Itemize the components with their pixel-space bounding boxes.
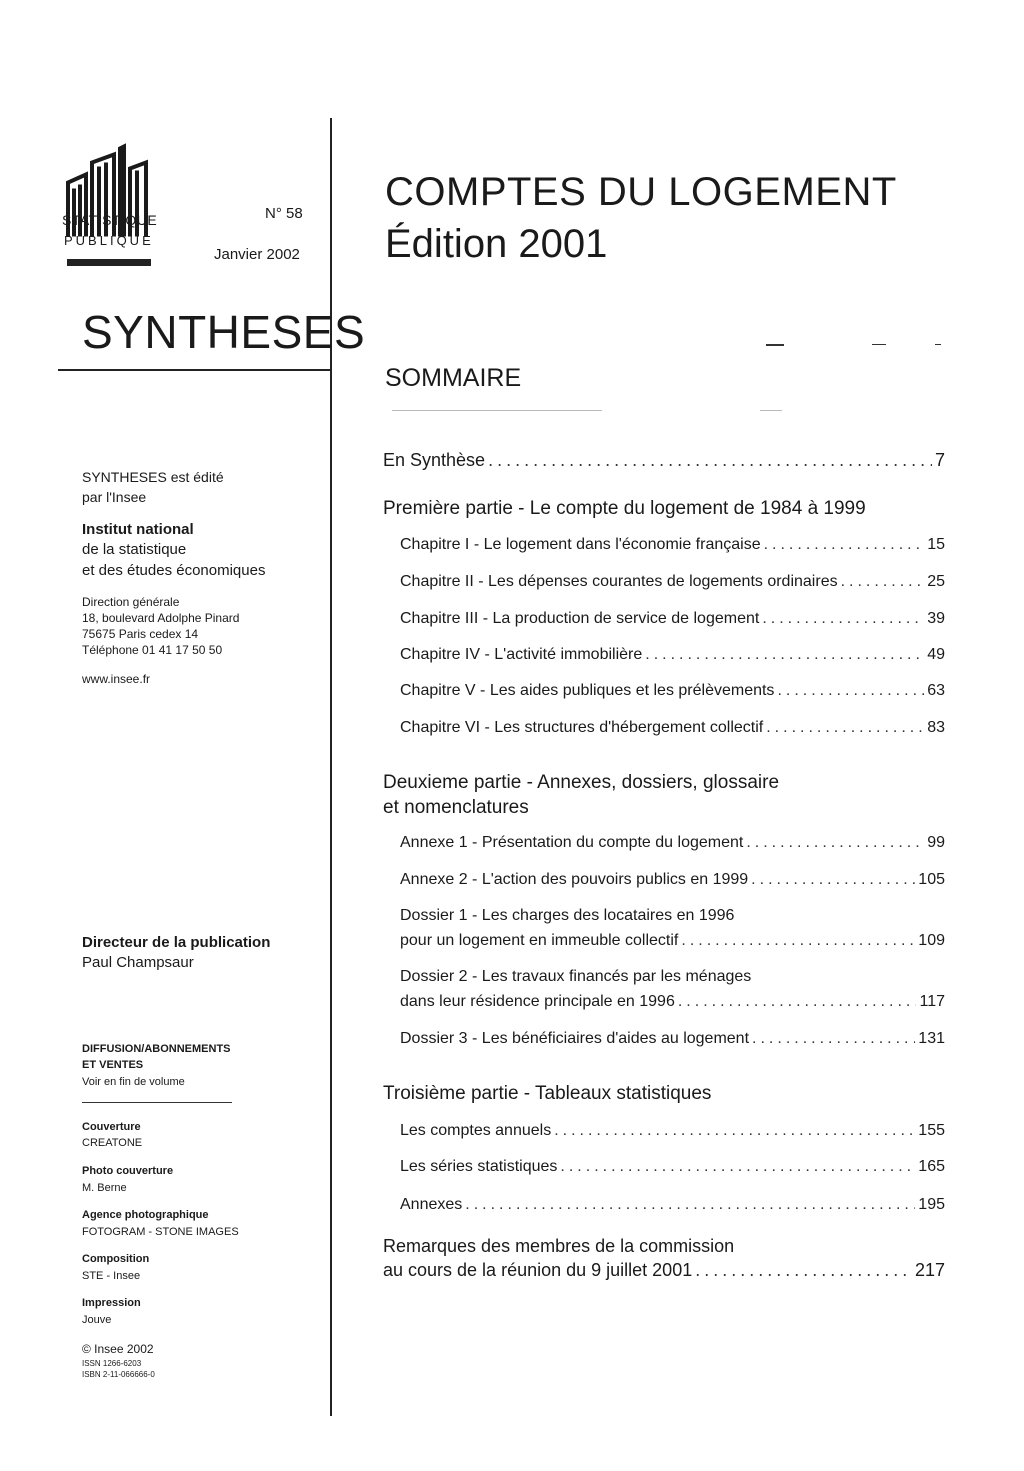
- toc-entry-label: Chapitre V - Les aides publiques et les prélèvements: [400, 682, 775, 699]
- toc-leader-dots: [746, 834, 924, 852]
- toc-part2-title-line2: et nomenclatures: [383, 797, 529, 818]
- toc-leader-dots: [752, 1030, 915, 1048]
- isbn: ISBN 2-11-066666-0: [82, 1370, 155, 1379]
- toc-page-number: 25: [927, 573, 945, 590]
- toc-leader-dots: [766, 719, 924, 737]
- toc-entry-label: Chapitre IV - L'activité immobilière: [400, 646, 643, 663]
- toc-entry-label: Chapitre II - Les dépenses courantes de logements ordinaires: [400, 573, 838, 590]
- toc-entry-label: Chapitre VI - Les structures d'hébergement collectif: [400, 719, 764, 736]
- toc-entry-chapter-2[interactable]: [400, 573, 945, 591]
- logo-underline-bar: [67, 259, 151, 266]
- toc-leader-dots: [488, 450, 932, 471]
- address-line3: 75675 Paris cedex 14: [82, 627, 199, 641]
- toc-entry-label: au cours de la réunion du 9 juillet 2001: [383, 1260, 693, 1280]
- toc-page-number: 117: [919, 993, 945, 1010]
- series-name: SYNTHESES: [82, 306, 366, 358]
- diffusion-note: Voir en fin de volume: [82, 1076, 185, 1088]
- toc-leader-dots: [681, 932, 915, 950]
- printing-value: Jouve: [82, 1314, 112, 1326]
- toc-leader-dots: [554, 1122, 915, 1140]
- photo-value: M. Berne: [82, 1182, 127, 1194]
- horizontal-divider: [58, 369, 331, 371]
- director-name: Paul Champsaur: [82, 954, 194, 971]
- toc-page-number: 7: [934, 450, 945, 470]
- composition-value: STE - Insee: [82, 1270, 141, 1282]
- decorative-dash: [872, 344, 886, 345]
- toc-heading: SOMMAIRE: [385, 364, 522, 392]
- logo-text-publique: PUBLIQUE: [64, 233, 154, 248]
- diffusion-line1: DIFFUSION/ABONNEMENTS: [82, 1043, 231, 1055]
- address-line4: Téléphone 01 41 17 50 50: [82, 643, 223, 657]
- toc-page-number: 155: [918, 1122, 945, 1139]
- sidebar-separator: [82, 1102, 232, 1103]
- toc-entry-label: Chapitre III - La production de service de logement: [400, 610, 760, 627]
- toc-page-number: 195: [918, 1196, 945, 1213]
- toc-entry-label: dans leur résidence principale en 1996: [400, 993, 675, 1010]
- toc-entry-chapter-5[interactable]: [400, 682, 945, 700]
- address-line2: 18, boulevard Adolphe Pinard: [82, 611, 240, 625]
- toc-leader-dots: [678, 993, 917, 1011]
- toc-page-number: 83: [927, 719, 945, 736]
- toc-page-number: 105: [918, 871, 945, 888]
- copyright: © Insee 2002: [82, 1342, 154, 1356]
- toc-entry-comptes-annuels[interactable]: [400, 1122, 945, 1140]
- toc-entry-synthese[interactable]: [383, 450, 945, 471]
- issn-1: ISSN 1266-6203: [82, 1359, 142, 1368]
- toc-entry-annexe-2[interactable]: [400, 871, 945, 889]
- toc-entry-chapter-3[interactable]: [400, 610, 945, 628]
- toc-entry-label: Les séries statistiques: [400, 1158, 558, 1175]
- agency-label: Agence photographique: [82, 1209, 209, 1221]
- issue-date: Janvier 2002: [214, 246, 300, 263]
- decorative-dash: [935, 344, 941, 345]
- decorative-rule: [392, 410, 602, 411]
- institute-line1: Institut national: [82, 521, 194, 538]
- toc-page-number: 15: [927, 536, 945, 553]
- toc-page-number: 99: [927, 834, 945, 851]
- agency-value: FOTOGRAM - STONE IMAGES: [82, 1226, 239, 1238]
- issue-number: N° 58: [265, 205, 303, 222]
- logo-text-statistique: STATISTIQUE: [62, 212, 158, 228]
- toc-entry-dossier-1[interactable]: [400, 932, 945, 950]
- toc-page-number: 63: [927, 682, 945, 699]
- cover-value: CREATONE: [82, 1137, 143, 1149]
- toc-entry-chapter-6[interactable]: [400, 719, 945, 737]
- toc-entry-label: pour un logement en immeuble collectif: [400, 932, 679, 949]
- toc-leader-dots: [777, 682, 924, 700]
- toc-part1-title: Première partie - Le compte du logement de 1984 à 1999: [383, 498, 866, 519]
- institute-line3: et des études économiques: [82, 562, 266, 579]
- toc-page-number: 165: [918, 1158, 945, 1175]
- toc-page-number: 109: [918, 932, 945, 949]
- toc-page-number: 131: [918, 1030, 945, 1047]
- toc-entry-chapter-1[interactable]: [400, 536, 945, 554]
- toc-entry-annexes[interactable]: [400, 1196, 945, 1214]
- toc-entry-label: Annexes: [400, 1196, 463, 1213]
- director-label: Directeur de la publication: [82, 934, 271, 951]
- toc-entry-label: Dossier 3 - Les bénéficiaires d'aides au logement: [400, 1030, 750, 1047]
- publisher-line2: par l'Insee: [82, 489, 147, 505]
- composition-label: Composition: [82, 1253, 150, 1265]
- toc-part3-title: Troisième partie - Tableaux statistiques: [383, 1083, 712, 1104]
- photo-label: Photo couverture: [82, 1165, 174, 1177]
- toc-leader-dots: [841, 573, 925, 591]
- website-link[interactable]: www.insee.fr: [82, 672, 151, 686]
- toc-entry-label: Chapitre I - Le logement dans l'économie française: [400, 536, 761, 553]
- toc-leader-dots: [695, 1260, 912, 1281]
- toc-entry-series-statistiques[interactable]: [400, 1158, 945, 1176]
- toc-remarks-line1: Remarques des membres de la commission: [383, 1236, 735, 1256]
- printing-label: Impression: [82, 1297, 141, 1309]
- decorative-dash: [766, 344, 784, 346]
- toc-entry-remarks[interactable]: [383, 1260, 945, 1281]
- page-subtitle: Édition 2001: [385, 222, 608, 266]
- toc-entry-annexe-1[interactable]: [400, 834, 945, 852]
- toc-leader-dots: [751, 871, 915, 889]
- toc-entry-label: Les comptes annuels: [400, 1122, 552, 1139]
- decorative-rule: [760, 410, 782, 411]
- toc-page-number: 49: [927, 646, 945, 663]
- toc-leader-dots: [465, 1196, 915, 1214]
- address-line1: Direction générale: [82, 595, 180, 609]
- institute-line2: de la statistique: [82, 541, 187, 558]
- cover-label: Couverture: [82, 1121, 141, 1133]
- toc-part2-title-line1: Deuxieme partie - Annexes, dossiers, glossaire: [383, 772, 780, 793]
- toc-leader-dots: [764, 536, 925, 554]
- toc-page-number: 39: [927, 610, 945, 627]
- toc-entry-label: Annexe 2 - L'action des pouvoirs publics en 1999: [400, 871, 749, 888]
- toc-page-number: 217: [914, 1260, 945, 1280]
- page-title: COMPTES DU LOGEMENT: [385, 170, 897, 214]
- toc-entry-dossier-2[interactable]: [400, 993, 945, 1011]
- publisher-line1: SYNTHESES est édité: [82, 469, 224, 485]
- toc-entry-label: En Synthèse: [383, 450, 486, 470]
- diffusion-line2: ET VENTES: [82, 1059, 144, 1071]
- toc-leader-dots: [560, 1158, 915, 1176]
- toc-dossier2-line1: Dossier 2 - Les travaux financés par les ménages: [400, 968, 752, 985]
- toc-dossier1-line1: Dossier 1 - Les charges des locataires en 1996: [400, 907, 735, 924]
- toc-leader-dots: [762, 610, 924, 628]
- toc-entry-label: Annexe 1 - Présentation du compte du logement: [400, 834, 744, 851]
- toc-entry-dossier-3[interactable]: [400, 1030, 945, 1048]
- toc-leader-dots: [645, 646, 924, 664]
- toc-entry-chapter-4[interactable]: [400, 646, 945, 664]
